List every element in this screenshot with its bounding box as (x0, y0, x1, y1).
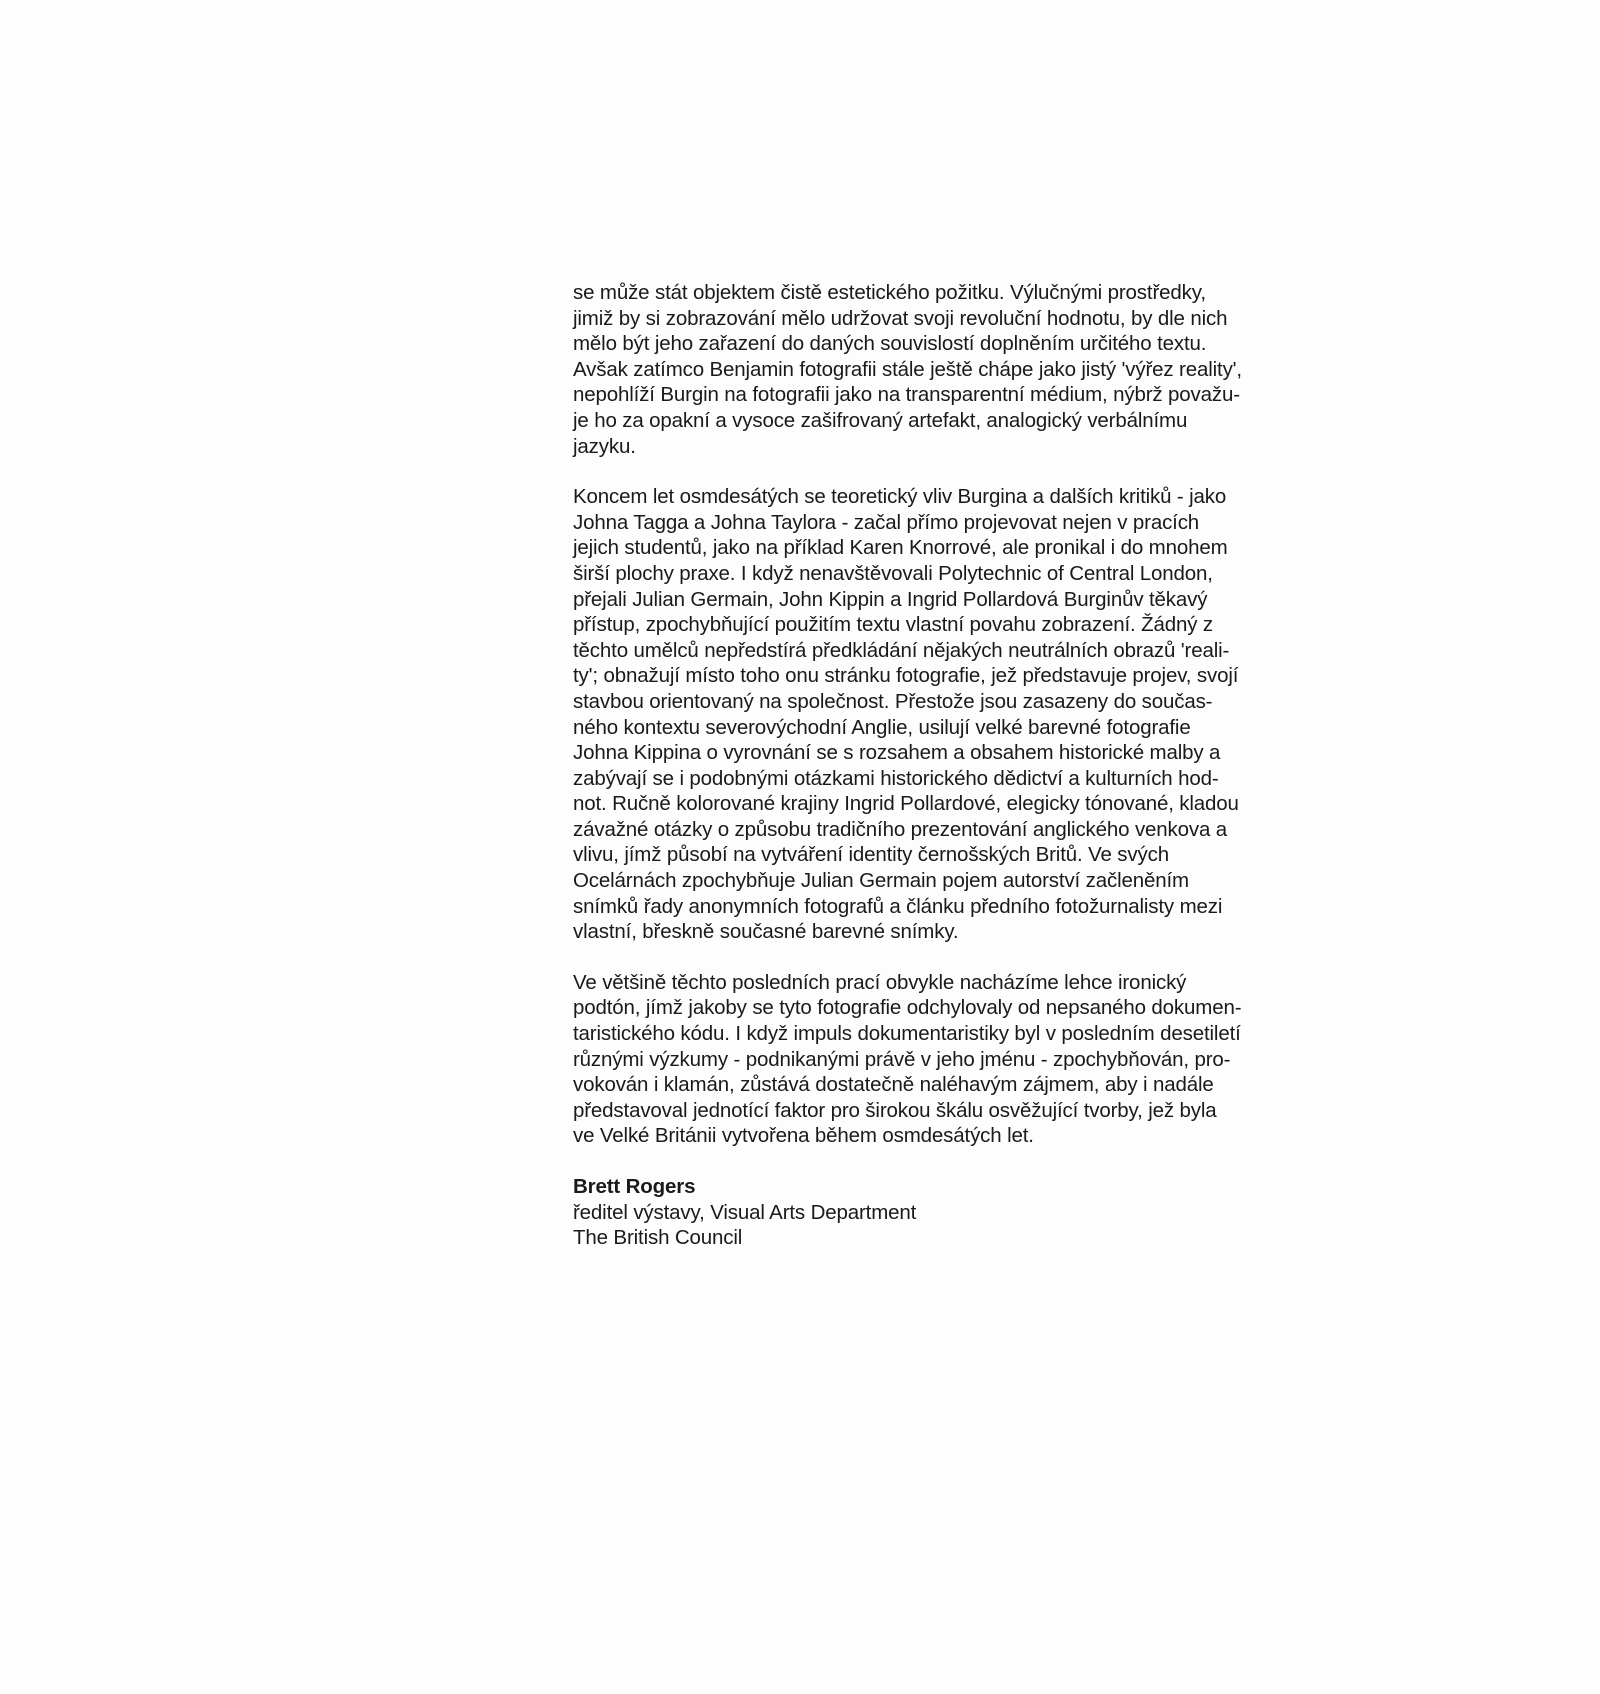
text-line: mělo být jeho zařazení do daných souvislostí doplněním určitého textu. (573, 332, 1207, 356)
text-line: podtón, jímž jakoby se tyto fotografie odchylovaly od nepsaného dokumen- (573, 996, 1242, 1020)
text-line: různými výzkumy - podnikanými právě v jeho jménu - zpochybňován, pro- (573, 1047, 1231, 1071)
text-line: vlivu, jímž působí na vytváření identity černošských Britů. Ve svých (573, 843, 1169, 867)
text-line: představoval jednotící faktor pro širokou škálu osvěžující tvorby, jež byla (573, 1098, 1217, 1122)
signature-organization: The British Council (573, 1226, 743, 1250)
text-line: Ve většině těchto posledních prací obvykle nacházíme lehce ironický (573, 970, 1187, 994)
text-line: zabývají se i podobnými otázkami historického dědictví a kulturních hod- (573, 766, 1219, 790)
text-line: vlastní, břeskně současné barevné snímky. (573, 920, 959, 944)
paragraph-1 (573, 280, 1443, 459)
text-line: ného kontextu severovýchodní Anglie, usilují velké barevné fotografie (573, 715, 1191, 739)
text-line: jazyku. (573, 434, 636, 458)
text-line: snímků řady anonymních fotografů a článku předního fotožurnalisty mezi (573, 894, 1223, 918)
text-line: jejich studentů, jako na příklad Karen Knorrové, ale pronikal i do mnohem (573, 536, 1228, 560)
text-line: přejali Julian Germain, John Kippin a Ingrid Pollardová Burginův těkavý (573, 587, 1208, 611)
text-line: not. Ručně kolorované krajiny Ingrid Pollardové, elegicky tónované, kladou (573, 792, 1239, 816)
paragraph-3 (573, 970, 1443, 1149)
signature-role: ředitel výstavy, Visual Arts Department (573, 1200, 917, 1224)
text-line: širší plochy praxe. I když nenavštěvovali Polytechnic of Central London, (573, 561, 1213, 585)
text-line: se může stát objektem čistě estetického požitku. Výlučnými prostředky, (573, 281, 1206, 304)
signature-block (573, 1174, 1443, 1251)
text-line: Johna Kippina o vyrovnání se s rozsahem a obsahem historické malby a (573, 741, 1221, 765)
text-line: Avšak zatímco Benjamin fotografii stále ještě chápe jako jistý 'výřez reality', (573, 357, 1242, 381)
text-line: Koncem let osmdesátých se teoretický vliv Burgina a dalších kritiků - jako (573, 485, 1227, 509)
text-line: Ocelárnách zpochybňuje Julian Germain pojem autorství začleněním (573, 869, 1189, 893)
text-line: závažné otázky o způsobu tradičního prezentování anglického venkova a (573, 817, 1228, 841)
text-line: Johna Tagga a Johna Taylora - začal přímo projevovat nejen v pracích (573, 510, 1200, 534)
text-line: ve Velké Británii vytvořena během osmdesátých let. (573, 1124, 1034, 1148)
text-line: nepohlíží Burgin na fotografii jako na transparentní médium, nýbrž považu- (573, 383, 1240, 407)
text-line: stavbou orientovaný na společnost. Přestože jsou zasazeny do součas- (573, 689, 1213, 713)
text-line: jimiž by si zobrazování mělo udržovat svoji revoluční hodnotu, by dle nich (573, 306, 1228, 330)
text-line: je ho za opakní a vysoce zašifrovaný artefakt, analogický verbálnímu (573, 408, 1188, 432)
article-text-column (573, 280, 1443, 1251)
text-line: taristického kódu. I když impuls dokumentaristiky byl v posledním desetiletí (573, 1022, 1241, 1046)
text-line: vokován i klamán, zůstává dostatečně naléhavým zájmem, aby i nadále (573, 1073, 1214, 1097)
text-line: těchto umělců nepředstírá předkládání nějakých neutrálních obrazů 'reali- (573, 638, 1230, 662)
signature-name: Brett Rogers (573, 1175, 696, 1198)
text-line: ty'; obnažují místo toho onu stránku fotografie, jež představuje projev, svojí (573, 664, 1239, 688)
text-line: přístup, zpochybňující použitím textu vlastní povahu zobrazení. Žádný z (573, 613, 1214, 637)
paragraph-2 (573, 484, 1443, 945)
